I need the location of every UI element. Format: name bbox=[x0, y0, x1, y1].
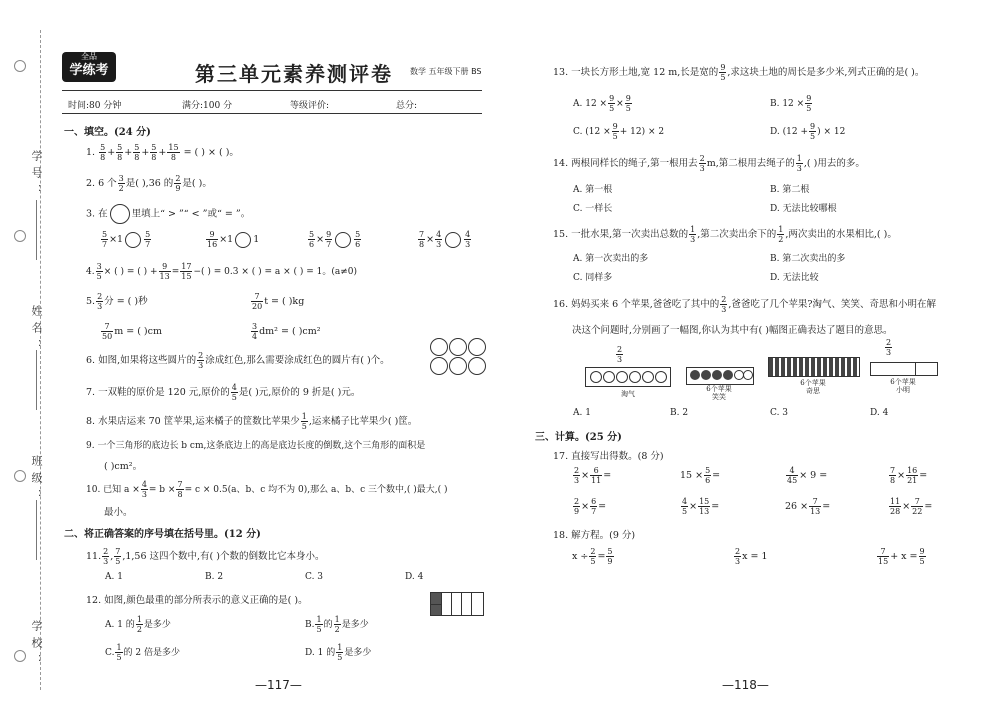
fraction: $\frac{2}{3}$ bbox=[699, 154, 705, 173]
q-text: 3. 在 bbox=[86, 208, 108, 220]
circle-discs-figure bbox=[430, 338, 486, 378]
section-fill-blank: 一、填空。(24 分) bbox=[64, 127, 151, 138]
calc-item[interactable]: $\frac{4}{45}$ × 9 = bbox=[787, 466, 828, 485]
picture-caption: 6个苹果 笑笑 bbox=[706, 385, 732, 401]
q15-option-b[interactable]: B. 第二次卖出的多 bbox=[770, 254, 846, 264]
opt-text: A. 12 × bbox=[573, 99, 608, 109]
header-rule bbox=[62, 113, 482, 114]
fraction: $\frac{2}{3}$ bbox=[97, 292, 103, 311]
question-10 bbox=[86, 480, 447, 499]
student-id-line[interactable] bbox=[36, 200, 37, 260]
fraction: $\frac{9}{5}$ bbox=[625, 94, 631, 113]
picture-xiaoxiao bbox=[686, 345, 756, 401]
fraction: $\frac{16}{21}$ bbox=[907, 466, 918, 485]
disc bbox=[430, 357, 448, 375]
picture-taoqi bbox=[585, 345, 671, 401]
fraction: $\frac{6}{11}$ bbox=[591, 466, 602, 485]
disc bbox=[449, 357, 467, 375]
fraction: $\frac{7}{22}$ bbox=[912, 497, 923, 516]
apple-icon bbox=[655, 371, 667, 383]
fraction: $\frac{5}{6}$ bbox=[355, 230, 361, 249]
q-text: 是( )元,原价的 9 折是( )元。 bbox=[238, 387, 361, 398]
picture-qisi bbox=[768, 345, 860, 401]
disc bbox=[468, 338, 486, 356]
time-info: 时间:80 分钟 bbox=[68, 101, 122, 111]
opt-text: 是多少 bbox=[143, 620, 171, 630]
fraction: $\frac{5}{7}$ bbox=[145, 230, 151, 249]
compare-1: $\frac{5}{7}$ ×1 $\frac{5}{7}$ bbox=[102, 230, 151, 249]
q14-option-c[interactable]: C. 一样长 bbox=[573, 204, 613, 214]
fraction: $\frac{7}{8}$ bbox=[177, 480, 183, 499]
circle-box bbox=[686, 367, 754, 385]
fraction: $\frac{2}{3}$ bbox=[574, 466, 580, 485]
grid-cell bbox=[461, 593, 472, 615]
q-text: dm² = ( )cm² bbox=[259, 326, 321, 337]
q16-option-c[interactable]: C. 3 bbox=[770, 408, 789, 418]
q-number: 11. bbox=[86, 551, 102, 562]
q-text: ,第二次卖出余下的 bbox=[697, 229, 777, 240]
apple-box bbox=[585, 367, 671, 387]
fraction: $\frac{4}{3}$ bbox=[436, 230, 442, 249]
equation-3[interactable]: $\frac{7}{15}$ + x = $\frac{9}{5}$ bbox=[878, 547, 925, 566]
fraction: $\frac{4}{5}$ bbox=[682, 497, 688, 516]
q-text: 6. 如图,如果将这些圆片的 bbox=[86, 355, 197, 366]
question-16-cont: 决这个问题时,分别画了一幅图,你认为其中有( )幅图正确表达了题目的意思。 bbox=[572, 325, 893, 336]
picture-caption: 6个苹果 奇思 bbox=[800, 379, 826, 395]
fraction: $\frac{2}{9}$ bbox=[574, 497, 580, 516]
q15-option-c[interactable]: C. 同样多 bbox=[573, 273, 613, 283]
calc-item[interactable]: 26 × $\frac{7}{13}$ = bbox=[785, 497, 831, 516]
q-text: m = ( )cm bbox=[114, 326, 162, 337]
fraction: $\frac{9}{5}$ bbox=[720, 63, 726, 82]
opt-text: D. (12 + bbox=[770, 127, 808, 137]
q12-option-b[interactable] bbox=[305, 615, 369, 634]
name-label: 姓名： bbox=[30, 305, 43, 356]
disc bbox=[430, 338, 448, 356]
question-2 bbox=[86, 174, 212, 193]
apple-icon bbox=[642, 371, 654, 383]
q-text: t = ( )kg bbox=[264, 296, 305, 307]
binding-hole bbox=[14, 470, 26, 482]
q-number: 5. bbox=[86, 296, 96, 307]
q-text: −( ) = 0.3 × ( ) = a × ( ) = 1。(a≠0) bbox=[193, 267, 358, 277]
subject-meta: 数学 五年级下册 BS bbox=[410, 67, 482, 76]
fraction: $\frac{15}{8}$ bbox=[168, 143, 179, 162]
fraction: $\frac{3}{2}$ bbox=[118, 174, 124, 193]
fraction: $\frac{5}{8}$ bbox=[134, 143, 140, 162]
opt-text: B. 12 × bbox=[770, 99, 805, 109]
fraction: $\frac{2}{3}$ bbox=[198, 351, 204, 370]
fraction: $\frac{4}{3}$ bbox=[141, 480, 147, 499]
question-13 bbox=[553, 63, 924, 82]
calc-item[interactable]: $\frac{2}{3}$ × $\frac{6}{11}$ = bbox=[574, 466, 612, 485]
fraction: $\frac{9}{5}$ bbox=[809, 122, 816, 141]
q11-option-d[interactable]: D. 4 bbox=[405, 572, 424, 582]
q12-option-d[interactable] bbox=[305, 643, 371, 662]
disc bbox=[449, 338, 467, 356]
blank-circle[interactable] bbox=[335, 232, 351, 248]
binding-hole bbox=[14, 650, 26, 662]
student-id-label: 学号： bbox=[30, 150, 43, 201]
opt-text: ) × 12 bbox=[817, 127, 846, 137]
opt-text: A. 1 的 bbox=[105, 620, 135, 630]
q-text: ,求这块土地的周长是多少米,列式正确的是( )。 bbox=[727, 67, 925, 78]
fraction: $\frac{7}{15}$ bbox=[878, 547, 889, 566]
section-calc: 三、计算。(25 分) bbox=[535, 432, 622, 443]
fraction: $\frac{5}{7}$ bbox=[102, 230, 108, 249]
apple-icon bbox=[616, 371, 628, 383]
q-text: ,爸爸吃了几个苹果?淘气、笑笑、奇思和小明在解 bbox=[728, 299, 936, 310]
q-text: 里填上“ > ”“ < ”或“ = ”。 bbox=[131, 208, 251, 220]
apple-icon bbox=[629, 371, 641, 383]
class-line[interactable] bbox=[36, 500, 37, 560]
calc-item[interactable]: $\frac{4}{5}$ × $\frac{15}{13}$ = bbox=[682, 497, 720, 516]
question-17: 17. 直接写出得数。(8 分) bbox=[553, 451, 664, 462]
q11-option-c[interactable]: C. 3 bbox=[305, 572, 324, 582]
opt-text: C. (12 × bbox=[573, 127, 611, 137]
q-text: × ( ) = ( ) + bbox=[103, 267, 158, 277]
question-5a bbox=[86, 292, 148, 311]
q16-option-a[interactable]: A. 1 bbox=[573, 408, 591, 418]
calc-item[interactable]: $\frac{2}{9}$ × $\frac{6}{7}$ = bbox=[574, 497, 607, 516]
bar-box bbox=[870, 362, 938, 376]
grid-split bbox=[431, 604, 441, 605]
opt-text: 的 2 倍是多少 bbox=[123, 648, 180, 658]
picture-caption: 淘气 bbox=[621, 390, 635, 398]
q-text: 15. 一批水果,第一次卖出总数的 bbox=[553, 229, 689, 240]
fraction: $\frac{5}{8}$ bbox=[100, 143, 106, 162]
q-text: 7. 一双鞋的原价是 120 元,原价的 bbox=[86, 387, 230, 398]
q11-option-a[interactable]: A. 1 bbox=[105, 572, 123, 582]
fraction: $\frac{5}{6}$ bbox=[705, 466, 711, 485]
fraction: $\frac{4}{45}$ bbox=[787, 466, 798, 485]
compare-4: $\frac{7}{8}$ × $\frac{4}{3}$ $\frac{4}{3}$ bbox=[419, 230, 471, 249]
q16-option-b[interactable]: B. 2 bbox=[670, 408, 689, 418]
q-text: = b × bbox=[148, 485, 176, 495]
filled-circle bbox=[690, 370, 700, 380]
fraction: $\frac{7}{13}$ bbox=[810, 497, 821, 516]
logo-small-text: 全品 bbox=[81, 52, 97, 61]
page-number-left: —117— bbox=[255, 678, 302, 692]
filled-circle bbox=[701, 370, 711, 380]
question-5c bbox=[100, 322, 162, 341]
cut-line bbox=[40, 30, 41, 690]
fraction: $\frac{15}{13}$ bbox=[699, 497, 710, 516]
name-line[interactable] bbox=[36, 350, 37, 410]
fraction: $\frac{7}{5}$ bbox=[115, 547, 121, 566]
calc-item[interactable]: $\frac{11}{28}$ × $\frac{7}{22}$ = bbox=[890, 497, 933, 516]
fraction: $\frac{7}{20}$ bbox=[252, 292, 263, 311]
question-15 bbox=[553, 225, 897, 244]
fraction: $\frac{1}{5}$ bbox=[337, 643, 343, 662]
q16-option-d[interactable]: D. 4 bbox=[870, 408, 889, 418]
apple-icon bbox=[603, 371, 615, 383]
q15-option-a[interactable]: A. 第一次卖出的多 bbox=[573, 254, 649, 264]
q-text: = c × 0.5(a、b、c 均不为 0),那么 a、b、c 三个数中,( )最大,( ) bbox=[184, 485, 448, 495]
question-3 bbox=[86, 204, 250, 224]
empty-circle bbox=[743, 370, 753, 380]
q-text: ,两次卖出的水果相比,( )。 bbox=[785, 229, 897, 240]
q14-option-a[interactable]: A. 第一根 bbox=[573, 185, 613, 195]
question-8 bbox=[86, 412, 417, 431]
compare-3: $\frac{5}{6}$ × $\frac{9}{7}$ $\frac{5}{6}$ bbox=[309, 230, 361, 249]
q15-option-d[interactable]: D. 无法比较 bbox=[770, 273, 819, 283]
calc-item[interactable]: $\frac{7}{8}$ × $\frac{16}{21}$ = bbox=[890, 466, 928, 485]
fraction: $\frac{3}{4}$ bbox=[252, 322, 258, 341]
q-text: 是( ),36 的 bbox=[125, 178, 174, 189]
fraction: $\frac{1}{2}$ bbox=[136, 615, 142, 634]
question-5b bbox=[250, 292, 304, 311]
q-text: 8. 水果店运来 70 筐苹果,运来橘子的筐数比苹果少 bbox=[86, 416, 300, 427]
fraction: $\frac{2}{3}$ bbox=[617, 345, 623, 364]
filled-circle bbox=[712, 370, 722, 380]
q-text: 涂成红色,那么需要涂成红色的圆片有( )个。 bbox=[205, 355, 390, 366]
question-5d bbox=[250, 322, 321, 341]
q12-option-a[interactable] bbox=[105, 615, 171, 634]
q-text: 分 = ( )秒 bbox=[104, 296, 148, 307]
compare-2: $\frac{9}{16}$ ×1 1 bbox=[207, 230, 260, 249]
fraction: $\frac{9}{7}$ bbox=[326, 230, 332, 249]
q-text: = bbox=[171, 267, 180, 277]
page-title: 第三单元素养测评卷 bbox=[195, 62, 393, 86]
opt-text: C. bbox=[105, 648, 115, 658]
fraction: $\frac{7}{50}$ bbox=[102, 322, 113, 341]
fraction: $\frac{1}{3}$ bbox=[690, 225, 696, 244]
q-number: 1. bbox=[86, 147, 96, 158]
q-text: 2. 6 个 bbox=[86, 178, 117, 189]
fraction: $\frac{9}{13}$ bbox=[159, 262, 170, 281]
q-text: m,第二根用去绳子的 bbox=[706, 158, 795, 169]
fraction: $\frac{1}{5}$ bbox=[116, 643, 122, 662]
q-text: ,1,56 这四个数中,有( )个数的倒数比它本身小。 bbox=[122, 551, 325, 562]
fraction: $\frac{2}{9}$ bbox=[175, 174, 181, 193]
q-text: 16. 妈妈买来 6 个苹果,爸爸吃了其中的 bbox=[553, 299, 720, 310]
fraction: $\frac{17}{15}$ bbox=[181, 262, 192, 281]
blank-circle[interactable] bbox=[235, 232, 251, 248]
blank-circle[interactable] bbox=[125, 232, 141, 248]
opt-text: 是多少 bbox=[344, 648, 372, 658]
shaded-grid-figure bbox=[430, 592, 484, 616]
fraction: $\frac{1}{5}$ bbox=[301, 412, 307, 431]
question-6 bbox=[86, 351, 390, 370]
opt-text: 是多少 bbox=[341, 620, 369, 630]
fraction: $\frac{1}{2}$ bbox=[778, 225, 784, 244]
binding-margin bbox=[0, 0, 52, 722]
fraction: $\frac{5}{8}$ bbox=[117, 143, 123, 162]
q-text: 14. 两根同样长的绳子,第一根用去 bbox=[553, 158, 698, 169]
fraction: $\frac{2}{3}$ bbox=[886, 338, 892, 357]
fraction: $\frac{2}{5}$ bbox=[590, 547, 596, 566]
question-9: 9. 一个三角形的底边长 b cm,这条底边上的高是底边长度的倒数,这个三角形的面积是 bbox=[86, 441, 426, 451]
opt-text: 的 bbox=[323, 620, 333, 630]
q-text: 是( )。 bbox=[182, 178, 212, 189]
logo-big-text: 学练考 bbox=[69, 63, 109, 78]
equation-2[interactable]: $\frac{2}{3}$ x = 1 bbox=[735, 547, 768, 566]
full-score-info: 满分:100 分 bbox=[182, 101, 233, 111]
fraction: $\frac{1}{2}$ bbox=[334, 615, 340, 634]
fraction: $\frac{9}{5}$ bbox=[609, 94, 615, 113]
q-text: ,( )用去的多。 bbox=[803, 158, 865, 169]
q14-option-d[interactable]: D. 无法比较哪根 bbox=[770, 204, 837, 214]
brand-logo bbox=[62, 52, 116, 82]
question-18: 18. 解方程。(9 分) bbox=[553, 530, 636, 541]
picture-caption: 6个苹果 小明 bbox=[890, 378, 916, 394]
question-12: 12. 如图,颜色最重的部分所表示的意义正确的是( )。 bbox=[86, 595, 308, 606]
q-number: 4. bbox=[86, 267, 95, 277]
class-label: 班级： bbox=[30, 455, 43, 506]
fraction: $\frac{2}{3}$ bbox=[103, 547, 109, 566]
question-11: 11. $\frac{2}{3}$ , $\frac{7}{5}$ ,1,56 这四个数中,有( )个数的倒数比它本身小。 bbox=[86, 547, 325, 566]
fraction: $\frac{5}{9}$ bbox=[607, 547, 613, 566]
disc bbox=[468, 357, 486, 375]
fraction: $\frac{2}{3}$ bbox=[721, 295, 727, 314]
fraction: $\frac{9}{5}$ bbox=[612, 122, 618, 141]
filled-circle bbox=[723, 370, 733, 380]
blank-circle[interactable] bbox=[110, 204, 130, 224]
question-7 bbox=[86, 383, 360, 402]
striped-bar bbox=[768, 357, 860, 377]
fraction: $\frac{2}{3}$ bbox=[735, 547, 741, 566]
question-10-cont: 最小。 bbox=[104, 507, 133, 518]
opt-text: B. bbox=[305, 620, 315, 630]
binding-hole bbox=[14, 230, 26, 242]
calc-item[interactable]: 15 × $\frac{5}{6}$ = bbox=[680, 466, 721, 485]
fraction: $\frac{3}{5}$ bbox=[96, 262, 102, 281]
q-text: ,运来橘子比苹果少( )筐。 bbox=[308, 416, 418, 427]
q13-option-c[interactable] bbox=[573, 122, 664, 141]
page-number-right: —118— bbox=[722, 678, 769, 692]
question-16 bbox=[553, 295, 936, 314]
fraction: $\frac{11}{28}$ bbox=[890, 497, 901, 516]
q12-option-c[interactable] bbox=[105, 643, 180, 662]
q-text: 13. 一块长方形土地,宽 12 m,长是宽的 bbox=[553, 67, 719, 78]
fraction: $\frac{9}{5}$ bbox=[806, 94, 812, 113]
fraction: $\frac{7}{8}$ bbox=[890, 466, 896, 485]
question-1: 1. $\frac{5}{8}$ + $\frac{5}{8}$ + $\frac{5}{8}$ + $\frac{5}{8}$ + $\frac{15}{8}$ = ( ) × ( )。 bbox=[86, 143, 239, 162]
fraction: $\frac{4}{5}$ bbox=[231, 383, 237, 402]
opt-text: + 12) × 2 bbox=[619, 127, 665, 137]
fraction: $\frac{4}{3}$ bbox=[465, 230, 471, 249]
binding-hole bbox=[14, 60, 26, 72]
fraction: $\frac{1}{5}$ bbox=[316, 615, 322, 634]
q13-option-a[interactable]: A. 12 × $\frac{9}{5}$ × $\frac{9}{5}$ bbox=[573, 94, 631, 113]
grade-info: 等级评价: bbox=[290, 101, 330, 111]
picture-xiaoming bbox=[870, 338, 940, 401]
fraction: $\frac{5}{8}$ bbox=[151, 143, 157, 162]
question-4 bbox=[86, 262, 357, 281]
q-text: 10. 已知 a × bbox=[86, 485, 140, 495]
bar-segment bbox=[871, 363, 916, 375]
school-label: 学校： bbox=[30, 620, 43, 671]
opt-text: D. 1 的 bbox=[305, 648, 336, 658]
fraction: $\frac{9}{5}$ bbox=[919, 547, 925, 566]
fraction: $\frac{6}{7}$ bbox=[591, 497, 597, 516]
q13-option-d[interactable] bbox=[770, 122, 845, 141]
total-info: 总分: bbox=[396, 101, 418, 111]
fraction: $\frac{7}{8}$ bbox=[419, 230, 425, 249]
equation-1[interactable]: x ÷ $\frac{2}{5}$ = $\frac{5}{9}$ bbox=[572, 547, 613, 566]
question-9-cont: ( )cm²。 bbox=[104, 461, 143, 472]
section-choice: 二、将正确答案的序号填在括号里。(12 分) bbox=[64, 529, 261, 540]
fraction: $\frac{9}{16}$ bbox=[207, 230, 218, 249]
q13-option-b[interactable] bbox=[770, 94, 813, 113]
fraction: $\frac{5}{6}$ bbox=[309, 230, 315, 249]
q-text: = ( ) × ( )。 bbox=[183, 147, 239, 158]
blank-circle[interactable] bbox=[445, 232, 461, 248]
q11-option-b[interactable]: B. 2 bbox=[205, 572, 224, 582]
q14-option-b[interactable]: B. 第二根 bbox=[770, 185, 810, 195]
question-14 bbox=[553, 154, 865, 173]
fraction: $\frac{1}{3}$ bbox=[796, 154, 802, 173]
header-rule bbox=[62, 90, 482, 91]
apple-icon bbox=[590, 371, 602, 383]
